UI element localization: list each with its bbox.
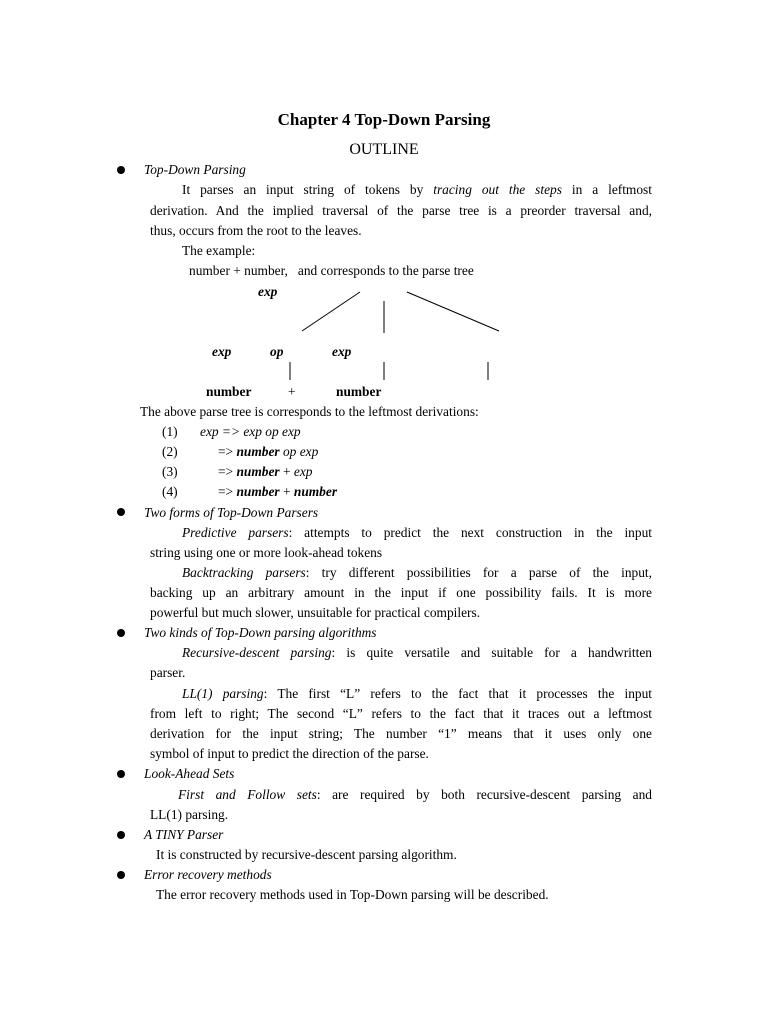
paragraph-line: symbol of input to predict the direction of the parse.: [150, 746, 429, 761]
paragraph-line: powerful but much slower, unsuitable for practical compilers.: [150, 605, 481, 620]
bullet-icon: [117, 871, 125, 879]
tree-edge: [302, 292, 360, 331]
tree-node-exp-left: exp: [212, 344, 232, 359]
example-label: The example:: [182, 243, 256, 258]
tree-node-op: op: [270, 344, 284, 359]
parse-tree-edges: [0, 0, 768, 400]
paragraph-line: thus, occurs from the root to the leaves.: [150, 223, 362, 238]
paragraph-line: It is constructed by recursive-descent parsing algorithm.: [156, 847, 457, 862]
paragraph-line: LL(1) parsing.: [150, 807, 229, 822]
section-heading-error-recovery: Error recovery methods: [144, 867, 272, 882]
bullet-icon: [117, 508, 125, 516]
section-heading-tiny-parser: A TINY Parser: [144, 827, 224, 842]
derivation-step: => number + number: [218, 484, 338, 499]
derivation-step: => number op exp: [218, 444, 319, 459]
outline-heading: OUTLINE: [349, 141, 419, 158]
paragraph-line: from left to right; The second “L” refers to the fact that it traces out a leftmost: [150, 706, 652, 721]
example-line: number + number, and corresponds to the parse tree: [189, 263, 474, 278]
paragraph-line: Recursive-descent parsing: is quite versatile and suitable for a handwritten: [182, 645, 652, 660]
section-heading-look-ahead: Look-Ahead Sets: [144, 766, 235, 781]
paragraph-line: derivation. And the implied traversal of the parse tree is a preorder traversal and,: [150, 203, 652, 218]
derivations-intro: The above parse tree is corresponds to the leftmost derivations:: [140, 404, 479, 419]
paragraph-line: backing up an arbitrary amount in the input if one possibility fails. It is more: [150, 585, 652, 600]
derivation-number: (1): [162, 424, 178, 439]
tree-leaf-number-right: number: [336, 384, 382, 399]
paragraph-line: Backtracking parsers: try different possibilities for a parse of the input,: [182, 565, 652, 580]
section-heading-top-down: Top-Down Parsing: [144, 162, 246, 177]
derivation-number: (3): [162, 464, 178, 479]
derivation-step: exp => exp op exp: [200, 424, 301, 439]
tree-leaf-number-left: number: [206, 384, 252, 399]
section-heading-two-kinds: Two kinds of Top-Down parsing algorithms: [144, 625, 377, 640]
derivation-number: (4): [162, 484, 178, 499]
bullet-icon: [117, 831, 125, 839]
tree-leaf-plus: +: [288, 384, 296, 399]
tree-edge: [407, 292, 499, 331]
paragraph-line: First and Follow sets: are required by both recursive-descent parsing and: [178, 787, 653, 802]
paragraph-line: string using one or more look-ahead tokens: [150, 545, 383, 560]
paragraph-line: parser.: [150, 665, 186, 680]
derivation-number: (2): [162, 444, 178, 459]
paragraph-line: The error recovery methods used in Top-Down parsing will be described.: [156, 887, 549, 902]
page-title: Chapter 4 Top-Down Parsing: [277, 110, 491, 129]
paragraph-line: derivation for the input string; The number “1” means that it uses only one: [150, 726, 652, 741]
tree-node-root: exp: [258, 284, 278, 299]
derivation-step: => number + exp: [218, 464, 313, 479]
tree-node-exp-right: exp: [332, 344, 352, 359]
paragraph-line: It parses an input string of tokens by tracing out the steps in a leftmost: [182, 182, 652, 197]
paragraph-line: LL(1) parsing: The first “L” refers to the fact that it processes the input: [182, 686, 653, 701]
bullet-icon: [117, 629, 125, 637]
section-heading-two-forms: Two forms of Top-Down Parsers: [144, 505, 319, 520]
paragraph-line: Predictive parsers: attempts to predict the next construction in the input: [182, 525, 652, 540]
bullet-icon: [117, 770, 125, 778]
